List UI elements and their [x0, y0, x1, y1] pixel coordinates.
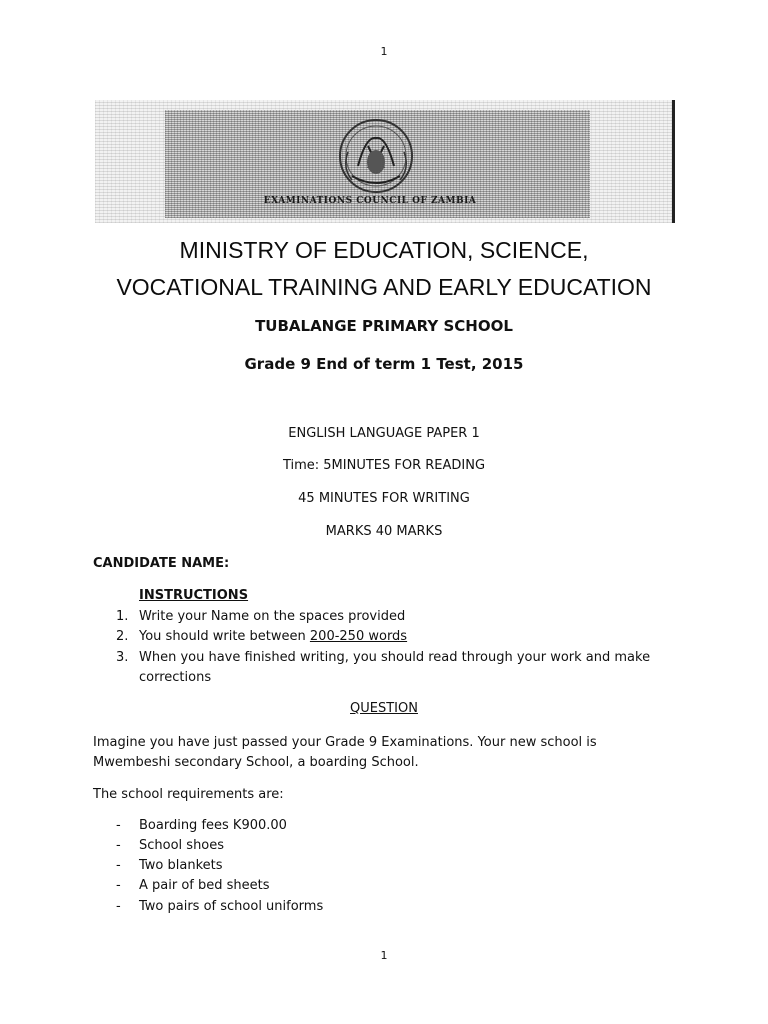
- exam-council-banner: [95, 100, 675, 223]
- instruction-number: 1.: [116, 609, 129, 624]
- banner-edge-line: [672, 100, 675, 223]
- bullet-dash: -: [116, 878, 121, 893]
- instruction-number: 3.: [116, 650, 129, 665]
- page-number-bottom: 1: [380, 949, 388, 962]
- word-count-range: 200-250 words: [309, 629, 408, 644]
- instruction-text: Write your Name on the spaces provided: [139, 609, 406, 624]
- total-marks: MARKS 40 MARKS: [325, 524, 443, 539]
- instruction-text-prefix: You should write between: [139, 629, 310, 644]
- requirement-text: Boarding fees K900.00: [139, 818, 287, 833]
- candidate-name-label: CANDIDATE NAME:: [93, 556, 230, 571]
- ministry-title-line-1: MINISTRY OF EDUCATION, SCIENCE,: [179, 237, 589, 263]
- requirements-intro: The school requirements are:: [93, 787, 284, 802]
- bullet-dash: -: [116, 818, 121, 833]
- question-heading: QUESTION: [350, 701, 418, 716]
- question-paragraph: Imagine you have just passed your Grade 9 Examinations. Your new school is Mwembeshi secondary School, a boarding School.: [93, 735, 597, 770]
- writing-time: 45 MINUTES FOR WRITING: [298, 491, 470, 506]
- test-title: Grade 9 End of term 1 Test, 2015: [244, 355, 524, 373]
- instruction-number: 2.: [116, 629, 129, 644]
- requirement-text: Two blankets: [139, 858, 223, 873]
- requirement-text: School shoes: [139, 838, 225, 853]
- requirement-text: A pair of bed sheets: [139, 878, 270, 893]
- seal-caption: EXAMINATIONS COUNCIL OF ZAMBIA: [263, 196, 477, 206]
- paper-title: ENGLISH LANGUAGE PAPER 1: [288, 426, 480, 441]
- instruction-text: [139, 627, 659, 647]
- reading-time: Time: 5MINUTES FOR READING: [282, 458, 486, 473]
- instructions-heading: INSTRUCTIONS: [139, 588, 249, 603]
- bullet-dash: -: [116, 838, 121, 853]
- school-name: TUBALANGE PRIMARY SCHOOL: [255, 317, 513, 335]
- instruction-text: When you have finished writing, you should read through your work and make corrections: [139, 650, 651, 685]
- coat-of-arms-seal: [328, 116, 424, 202]
- bullet-dash: -: [116, 858, 121, 873]
- requirement-text: Two pairs of school uniforms: [139, 899, 324, 914]
- ministry-title-line-2: VOCATIONAL TRAINING AND EARLY EDUCATION: [116, 274, 652, 300]
- page-number-top: 1: [380, 45, 388, 58]
- bullet-dash: -: [116, 899, 121, 914]
